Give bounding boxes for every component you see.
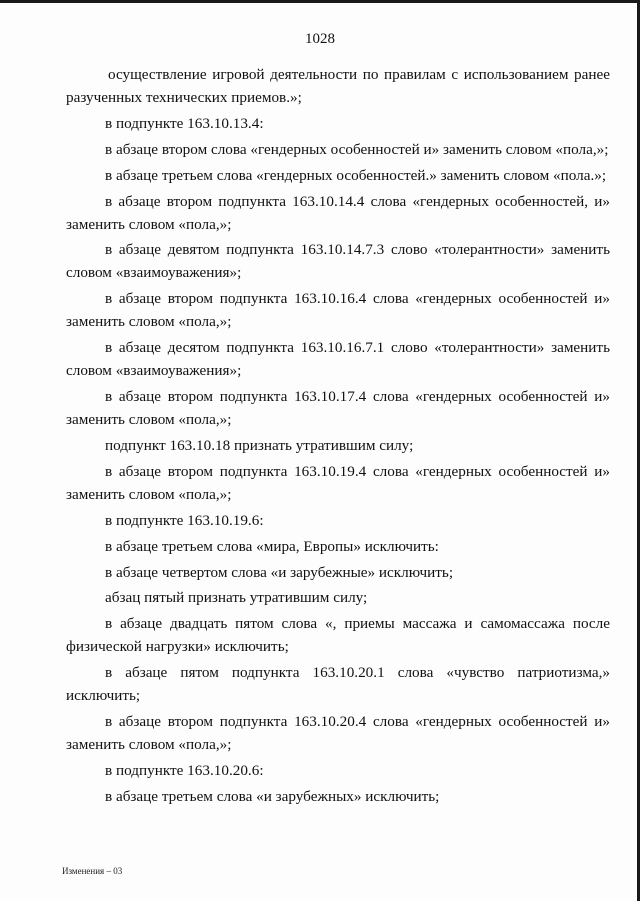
paragraph: в абзаце третьем слова «гендерных особенностей.» заменить словом «пола.»;: [105, 166, 607, 184]
paragraph: в абзаце двадцать пятом слова «, приемы массажа и самомассажа после физической нагрузки» исключить;: [66, 615, 610, 656]
paragraph: в абзаце четвертом слова «и зарубежные» исключить;: [105, 563, 454, 581]
scan-edge-top: [0, 0, 640, 3]
paragraph: в абзаце третьем слова «мира, Европы» исключить:: [105, 537, 439, 555]
paragraph: подпункт 163.10.18 признать утратившим силу;: [105, 437, 414, 455]
paragraph: в абзаце втором подпункта 163.10.20.4 слова «гендерных особенностей и» заменить словом «пола,»;: [66, 713, 610, 754]
paragraph: в абзаце десятом подпункта 163.10.16.7.1 слово «толерантности» заменить словом «взаимоуважения»;: [66, 339, 610, 380]
paragraph: осуществление игровой деятельности по правилам с использованием ранее разученных технических приемов.»;: [66, 66, 610, 106]
paragraph: в абзаце втором слова «гендерных особенностей и» заменить словом «пола,»;: [105, 140, 609, 158]
document-body: [66, 63, 610, 811]
paragraph: в абзаце девятом подпункта 163.10.14.7.3 слово «толерантности» заменить словом «взаимоуважения»;: [66, 241, 610, 282]
paragraph: в подпункте 163.10.20.6:: [105, 762, 264, 780]
paragraph: в подпункте 163.10.19.6:: [105, 511, 264, 529]
footer-revision-label: Изменения – 03: [62, 866, 123, 876]
paragraph: в абзаце втором подпункта 163.10.14.4 слова «гендерных особенностей, и» заменить словом «пола,»;: [66, 192, 610, 233]
paragraph: в абзаце втором подпункта 163.10.17.4 слова «гендерных особенностей и» заменить словом «пола,»;: [66, 388, 610, 429]
page-number: 1028: [305, 31, 335, 47]
paragraph: в абзаце втором подпункта 163.10.16.4 слова «гендерных особенностей и» заменить словом «пола,»;: [66, 290, 610, 331]
paragraph: абзац пятый признать утратившим силу;: [105, 589, 368, 607]
paragraph: в абзаце втором подпункта 163.10.19.4 слова «гендерных особенностей и» заменить словом «пола,»;: [66, 462, 610, 503]
paragraph: в абзаце пятом подпункта 163.10.20.1 слова «чувство патриотизма,» исключить;: [66, 664, 610, 705]
paragraph: в абзаце третьем слова «и зарубежных» исключить;: [105, 787, 440, 805]
paragraph: в подпункте 163.10.13.4:: [105, 114, 264, 132]
